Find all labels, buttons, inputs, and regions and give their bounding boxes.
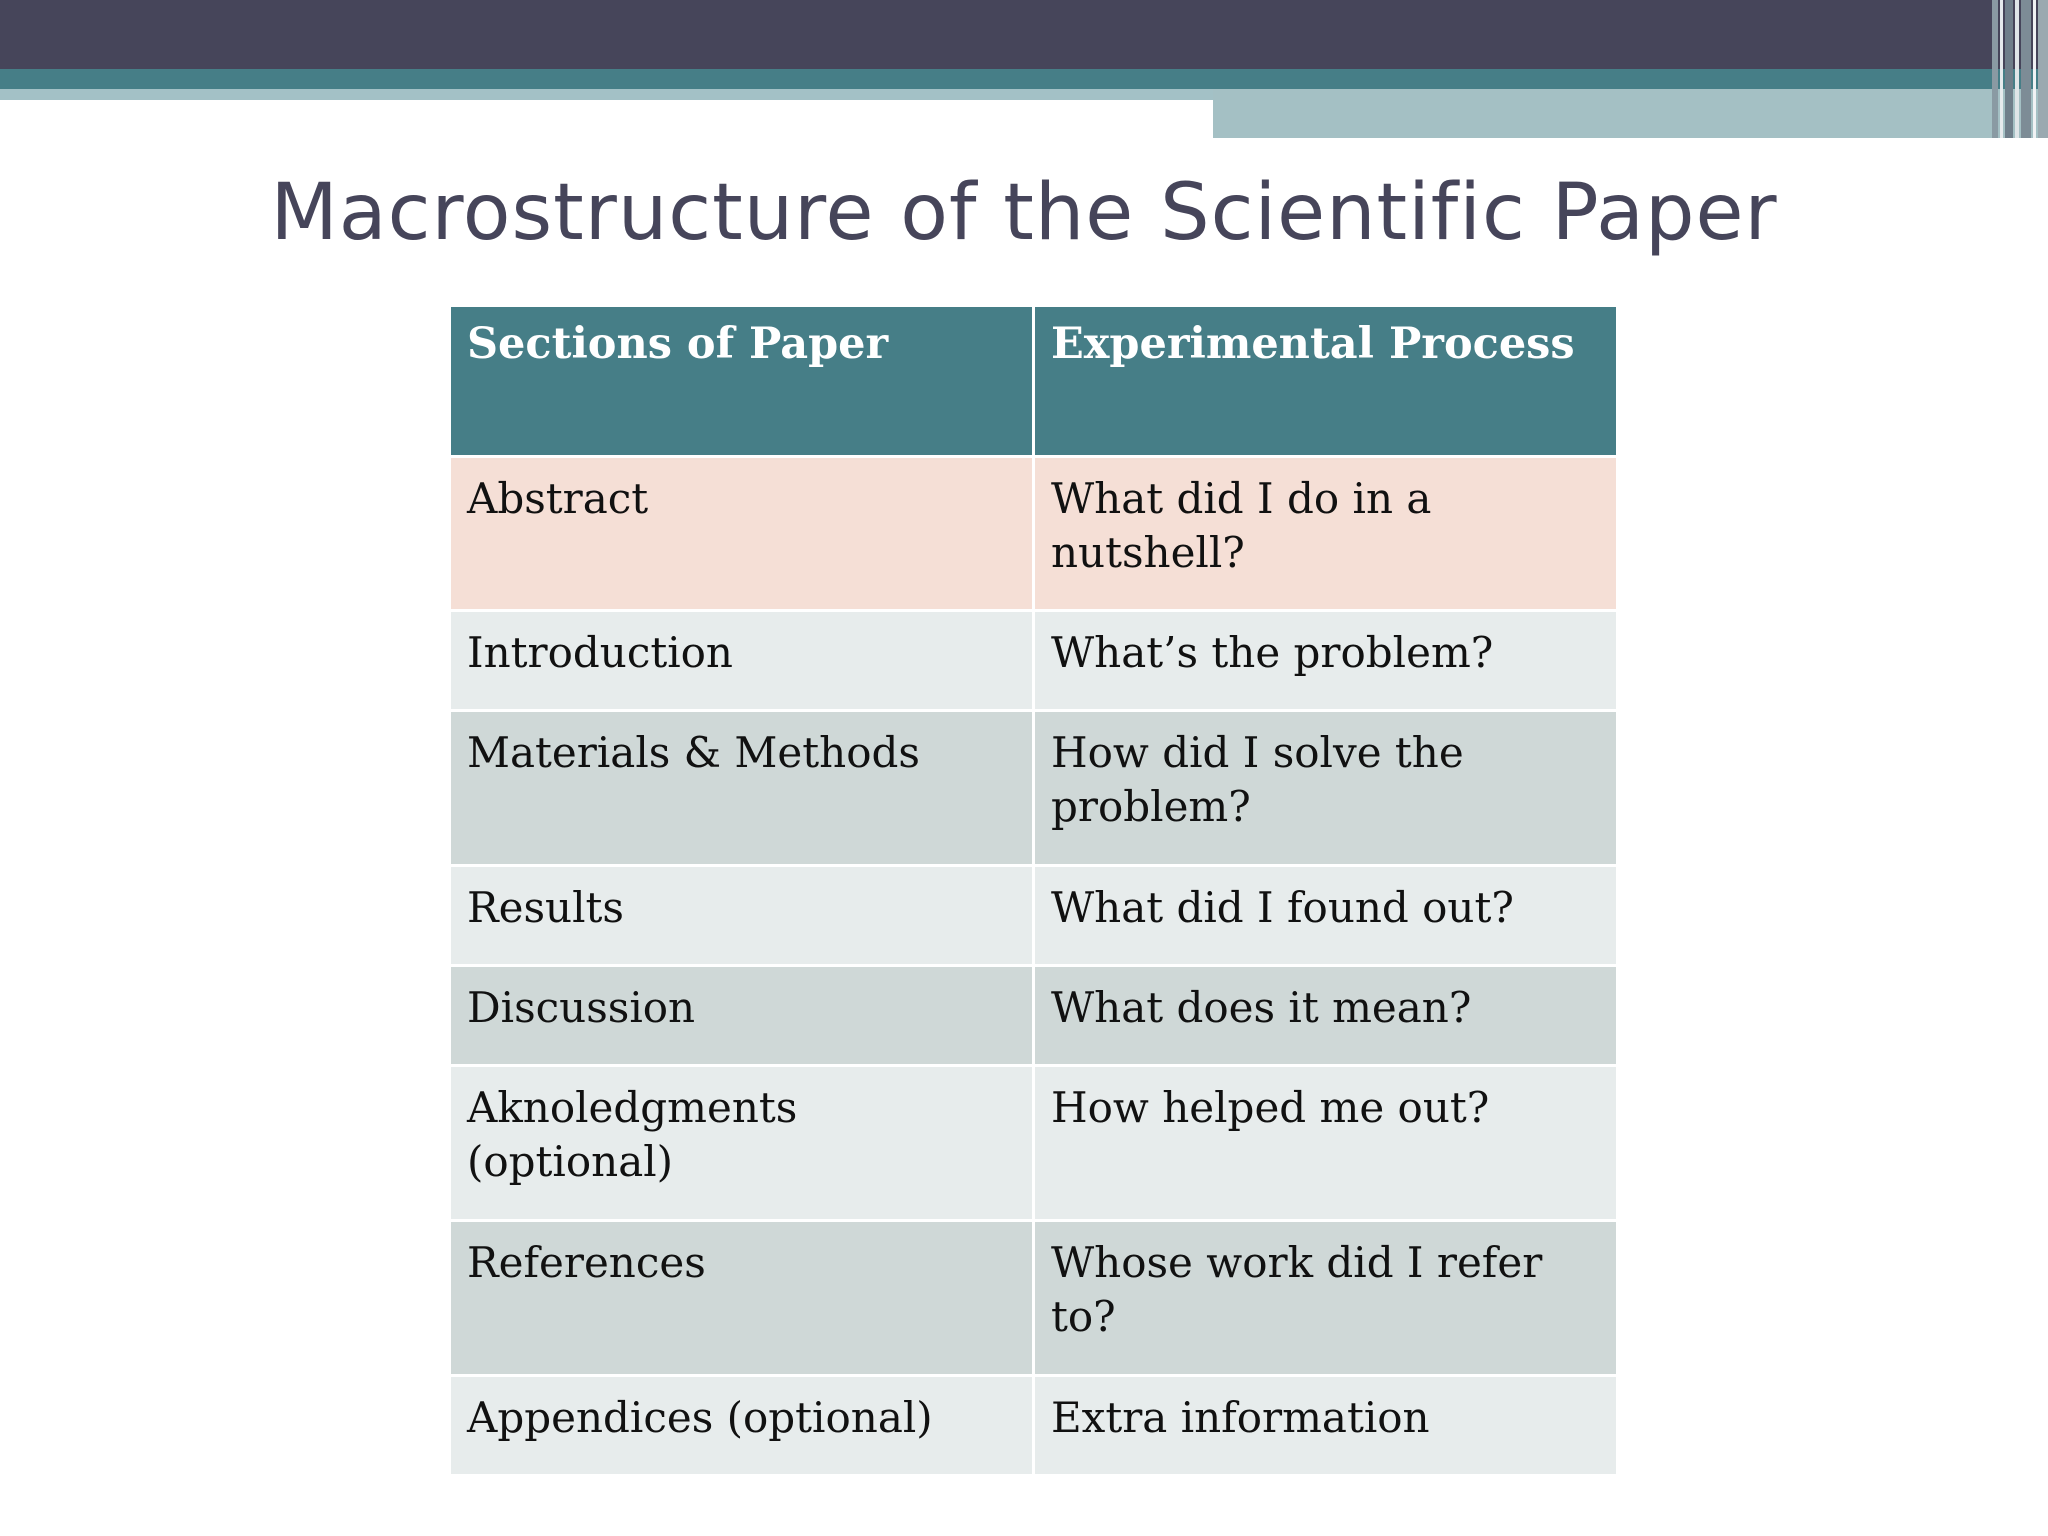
header-sections-of-paper: Sections of Paper bbox=[450, 306, 1034, 457]
section-cell: Appendices (optional) bbox=[450, 1376, 1034, 1476]
section-cell: References bbox=[450, 1221, 1034, 1376]
sections-table bbox=[448, 304, 1619, 1477]
decorative-stripes bbox=[1992, 0, 2048, 138]
process-cell: How helped me out? bbox=[1034, 1066, 1618, 1221]
table-row bbox=[450, 1066, 1618, 1221]
process-cell: What’s the problem? bbox=[1034, 611, 1618, 711]
top-dark-bar bbox=[0, 0, 2048, 69]
process-cell: How did I solve the problem? bbox=[1034, 711, 1618, 866]
table-row bbox=[450, 866, 1618, 966]
process-cell: Extra information bbox=[1034, 1376, 1618, 1476]
process-cell: What does it mean? bbox=[1034, 966, 1618, 1066]
table-row bbox=[450, 611, 1618, 711]
teal-accent-bar bbox=[0, 69, 2048, 89]
slide-title: Macrostructure of the Scientific Paper bbox=[270, 168, 1778, 258]
section-cell: Discussion bbox=[450, 966, 1034, 1066]
table-row bbox=[450, 711, 1618, 866]
process-cell: Whose work did I refer to? bbox=[1034, 1221, 1618, 1376]
light-accent-bar-left bbox=[0, 89, 1213, 100]
light-accent-bar-right bbox=[1213, 89, 2048, 138]
section-cell: Results bbox=[450, 866, 1034, 966]
table-row bbox=[450, 966, 1618, 1066]
section-cell: Abstract bbox=[450, 457, 1034, 611]
header-experimental-process: Experimental Process bbox=[1034, 306, 1618, 457]
process-cell: What did I found out? bbox=[1034, 866, 1618, 966]
table-row bbox=[450, 457, 1618, 611]
process-cell: What did I do in a nutshell? bbox=[1034, 457, 1618, 611]
section-cell: Materials & Methods bbox=[450, 711, 1034, 866]
section-cell: Aknoledgments (optional) bbox=[450, 1066, 1034, 1221]
table-row bbox=[450, 1221, 1618, 1376]
table-row bbox=[450, 1376, 1618, 1476]
table-header-row bbox=[450, 306, 1618, 457]
section-cell: Introduction bbox=[450, 611, 1034, 711]
